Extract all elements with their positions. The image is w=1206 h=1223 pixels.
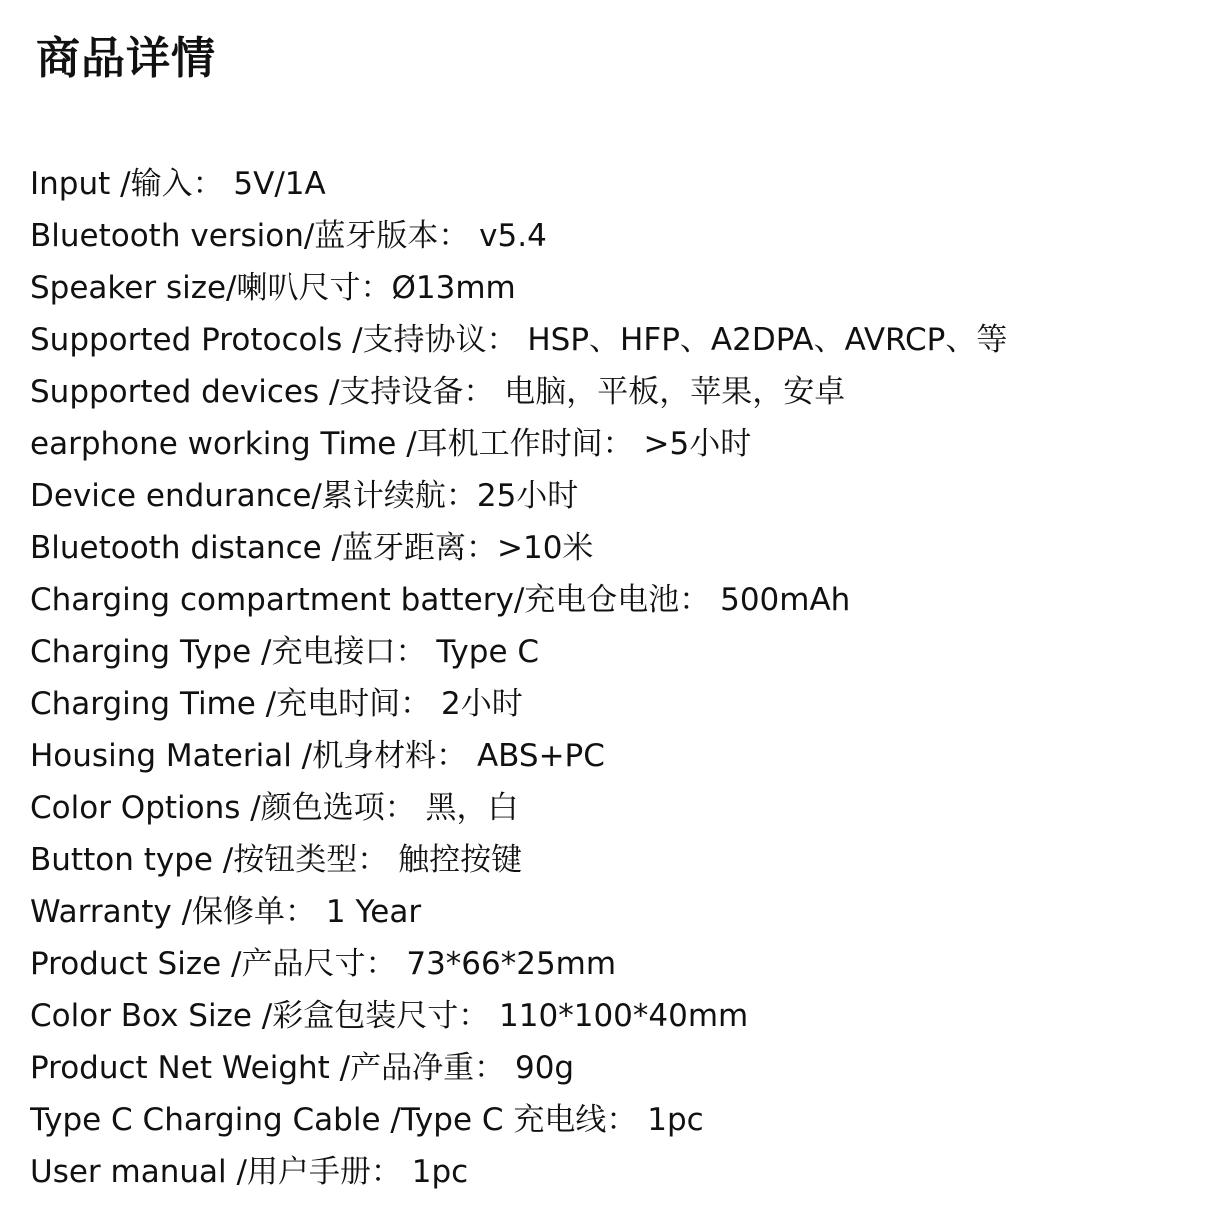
spec-button-type: Button type /按钮类型： 触控按键 — [30, 842, 523, 878]
spec-user-manual: User manual /用户手册： 1pc — [30, 1154, 469, 1190]
spec-charging-type: Charging Type /充电接口： Type C — [30, 634, 540, 670]
spec-list — [30, 158, 1190, 1198]
spec-speaker-size: Speaker size/喇叭尺寸：Ø13mm — [30, 270, 516, 306]
spec-color-box-size: Color Box Size /彩盒包装尺寸： 110*100*40mm — [30, 998, 749, 1034]
spec-charging-time: Charging Time /充电时间： 2小时 — [30, 686, 523, 722]
page-title: 商品详情 — [36, 33, 216, 84]
spec-bluetooth-version: Bluetooth version/蓝牙版本： v5.4 — [30, 218, 547, 254]
spec-bluetooth-distance: Bluetooth distance /蓝牙距离：>10米 — [30, 530, 594, 566]
spec-charging-compartment-battery: Charging compartment battery/充电仓电池： 500mAh — [30, 582, 851, 618]
spec-product-size: Product Size /产品尺寸： 73*66*25mm — [30, 946, 617, 982]
spec-supported-devices: Supported devices /支持设备： 电脑，平板，苹果，安卓 — [30, 374, 846, 410]
spec-input: Input /输入： 5V/1A — [30, 166, 326, 202]
spec-color-options: Color Options /颜色选项： 黑，白 — [30, 790, 519, 826]
spec-product-net-weight: Product Net Weight /产品净重： 90g — [30, 1050, 575, 1086]
spec-charging-cable: Type C Charging Cable /Type C 充电线： 1pc — [30, 1102, 704, 1138]
spec-supported-protocols: Supported Protocols /支持协议： HSP、HFP、A2DPA、AVRCP、等 — [30, 322, 1008, 358]
spec-device-endurance: Device endurance/累计续航：25小时 — [30, 478, 579, 514]
spec-earphone-working-time: earphone working Time /耳机工作时间： >5小时 — [30, 426, 752, 462]
spec-housing-material: Housing Material /机身材料： ABS+PC — [30, 738, 605, 774]
spec-warranty: Warranty /保修单： 1 Year — [30, 894, 422, 930]
